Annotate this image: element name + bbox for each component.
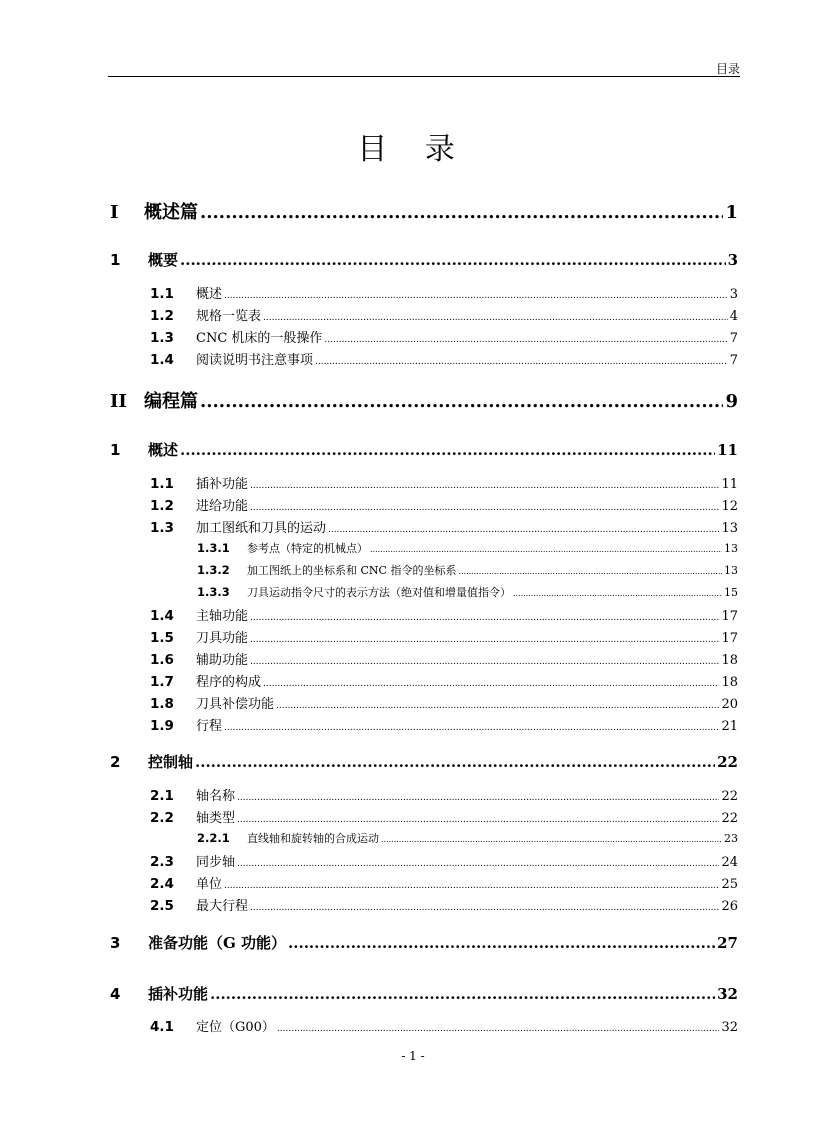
toc-leader	[237, 855, 719, 870]
toc-leader	[315, 353, 728, 368]
toc-entry[interactable]	[197, 830, 738, 846]
toc-page: 7	[729, 331, 738, 346]
toc-leader	[180, 251, 726, 269]
toc-label: 编程篇	[144, 391, 198, 412]
toc-entry[interactable]	[150, 807, 738, 826]
toc-entry[interactable]	[150, 785, 738, 804]
toc-entry[interactable]	[110, 932, 738, 953]
toc-label: 轴名称	[196, 789, 236, 804]
toc-label: CNC 机床的一般操作	[196, 331, 323, 346]
toc-entry[interactable]	[150, 715, 738, 734]
toc-leader	[263, 309, 728, 324]
toc-entry[interactable]	[150, 473, 738, 492]
toc-number: 2.2.1	[197, 831, 230, 845]
toc-leader	[513, 586, 722, 599]
toc-number: 1.6	[150, 652, 174, 668]
toc-number: I	[110, 202, 119, 223]
toc-page: 25	[721, 877, 738, 892]
page-number: - 1 -	[401, 1049, 425, 1063]
toc-leader	[250, 609, 719, 624]
toc-label: 定位（G00）	[196, 1020, 275, 1035]
toc-page: 15	[724, 586, 738, 599]
toc-leader	[250, 499, 719, 514]
toc-page: 18	[721, 653, 738, 668]
toc-entry[interactable]	[150, 873, 738, 892]
toc-leader	[324, 331, 727, 346]
toc-page: 17	[721, 609, 738, 624]
toc-entry[interactable]	[197, 540, 738, 556]
toc-number: 2.4	[150, 876, 174, 892]
toc-number: 1.9	[150, 718, 174, 734]
toc-page: 32	[717, 985, 738, 1003]
toc-entry[interactable]	[150, 605, 738, 624]
toc-leader	[381, 832, 722, 845]
toc-leader	[370, 542, 722, 555]
toc-label: 最大行程	[196, 899, 249, 914]
toc-number: 1.4	[150, 352, 174, 368]
toc-page: 27	[717, 934, 738, 952]
toc-number: 1.3	[150, 520, 174, 536]
toc-label: 直线轴和旋转轴的合成运动	[247, 832, 379, 845]
toc-page: 13	[724, 542, 738, 555]
toc-leader	[200, 202, 723, 223]
toc-label: 加工图纸上的坐标系和 CNC 指令的坐标系	[247, 564, 457, 577]
toc-label: 进给功能	[196, 499, 249, 514]
toc-number: 1.4	[150, 608, 174, 624]
toc-number: 2.5	[150, 898, 174, 914]
toc-page: 3	[729, 287, 738, 302]
toc-label: 概要	[148, 251, 179, 269]
page-title: 目 录	[357, 132, 469, 167]
toc-label: 单位	[196, 877, 223, 892]
toc-label: 规格一览表	[196, 309, 262, 324]
toc-entry[interactable]	[150, 517, 738, 536]
toc-entry[interactable]	[150, 283, 738, 302]
toc-leader	[195, 753, 715, 771]
toc-page: 22	[717, 753, 738, 771]
toc-leader	[250, 477, 719, 492]
toc-leader	[224, 287, 728, 302]
toc-leader	[210, 985, 715, 1003]
toc-page: 11	[721, 477, 738, 492]
toc-label: 参考点（特定的机械点）	[247, 542, 368, 555]
toc-leader	[263, 675, 719, 690]
toc-label: 概述	[148, 441, 179, 459]
toc-label: 刀具运动指令尺寸的表示方法（绝对值和增量值指令）	[247, 586, 511, 599]
toc-number: 1.8	[150, 696, 174, 712]
toc-label: 同步轴	[196, 855, 236, 870]
toc-entry[interactable]	[197, 562, 738, 578]
toc-number: 2.3	[150, 854, 174, 870]
toc-label: 辅助功能	[196, 653, 249, 668]
toc-entry[interactable]	[150, 895, 738, 914]
toc-page: 7	[729, 353, 738, 368]
toc-leader	[237, 811, 719, 826]
toc-page: 17	[721, 631, 738, 646]
toc-number: 1.1	[150, 476, 174, 492]
toc-entry[interactable]	[150, 349, 738, 368]
toc-number: 1.2	[150, 308, 174, 324]
toc-entry[interactable]	[110, 387, 738, 413]
toc-leader	[224, 719, 719, 734]
toc-label: 阅读说明书注意事项	[196, 353, 314, 368]
toc-label: 概述	[196, 287, 223, 302]
toc-page: 24	[721, 855, 738, 870]
toc-entry[interactable]	[150, 627, 738, 646]
toc-number: 1.7	[150, 674, 174, 690]
toc-number: 1	[110, 251, 121, 269]
toc-leader	[250, 899, 719, 914]
toc-number: 2	[110, 753, 121, 771]
toc-number: 1.1	[150, 286, 174, 302]
toc-label: 刀具补偿功能	[196, 697, 275, 712]
toc-page: 11	[717, 441, 738, 459]
toc-label: 程序的构成	[196, 675, 262, 690]
toc-label: 主轴功能	[196, 609, 249, 624]
toc-label: 插补功能	[196, 477, 249, 492]
toc-entry[interactable]	[150, 851, 738, 870]
toc-page: 4	[729, 309, 738, 324]
toc-leader	[458, 564, 722, 577]
toc-number: 1.5	[150, 630, 174, 646]
toc-number: 3	[110, 934, 121, 952]
toc-number: 2.1	[150, 788, 174, 804]
toc-number: 1.3.1	[197, 541, 230, 555]
toc-leader	[328, 521, 719, 536]
toc-label: 插补功能	[148, 985, 209, 1003]
toc-entry[interactable]	[150, 1016, 738, 1035]
toc-entry[interactable]	[110, 249, 738, 270]
toc-entry[interactable]	[150, 305, 738, 324]
toc-page: 13	[721, 521, 738, 536]
toc-page: 23	[724, 832, 738, 845]
toc-page: 22	[721, 811, 738, 826]
toc-label: 加工图纸和刀具的运动	[196, 521, 327, 536]
toc-page: 22	[721, 789, 738, 804]
toc-entry[interactable]	[197, 584, 738, 600]
toc-entry[interactable]	[110, 983, 738, 1004]
toc-label: 轴类型	[196, 811, 236, 826]
toc-number: 1.2	[150, 498, 174, 514]
toc-page: 3	[727, 251, 738, 269]
toc-page: 20	[721, 697, 738, 712]
toc-leader	[180, 441, 715, 459]
toc-leader	[276, 697, 719, 712]
toc-label: 控制轴	[148, 753, 194, 771]
running-header: 目录	[715, 62, 740, 76]
toc-label: 准备功能（G 功能）	[148, 934, 287, 952]
toc-entry[interactable]	[110, 198, 738, 224]
toc-entry[interactable]	[110, 751, 738, 772]
toc-leader	[200, 391, 723, 412]
toc-number: 1.3	[150, 330, 174, 346]
toc-leader	[237, 789, 719, 804]
toc-entry[interactable]	[150, 649, 738, 668]
toc-entry[interactable]	[150, 327, 738, 346]
toc-page: 32	[721, 1020, 738, 1035]
toc-entry[interactable]	[110, 439, 738, 460]
toc-page: 13	[724, 564, 738, 577]
toc-leader	[224, 877, 719, 892]
toc-leader	[288, 934, 715, 952]
toc-number: 1.3.3	[197, 585, 230, 599]
toc-label: 概述篇	[144, 202, 198, 223]
toc-page: 12	[721, 499, 738, 514]
toc-page: 21	[721, 719, 738, 734]
toc-number: 2.2	[150, 810, 174, 826]
toc-page: 1	[725, 202, 738, 223]
toc-page: 26	[721, 899, 738, 914]
toc-leader	[277, 1020, 720, 1035]
toc-entry[interactable]	[150, 671, 738, 690]
toc-entry[interactable]	[150, 495, 738, 514]
toc-leader	[250, 653, 719, 668]
toc-number: 4.1	[150, 1019, 174, 1035]
toc-label: 刀具功能	[196, 631, 249, 646]
toc-leader	[250, 631, 719, 646]
toc-page: 18	[721, 675, 738, 690]
toc-number: II	[110, 391, 127, 412]
toc-number: 4	[110, 985, 121, 1003]
toc-page: 9	[725, 391, 738, 412]
toc-number: 1	[110, 441, 121, 459]
toc-label: 行程	[196, 719, 223, 734]
toc-entry[interactable]	[150, 693, 738, 712]
toc-number: 1.3.2	[197, 563, 230, 577]
